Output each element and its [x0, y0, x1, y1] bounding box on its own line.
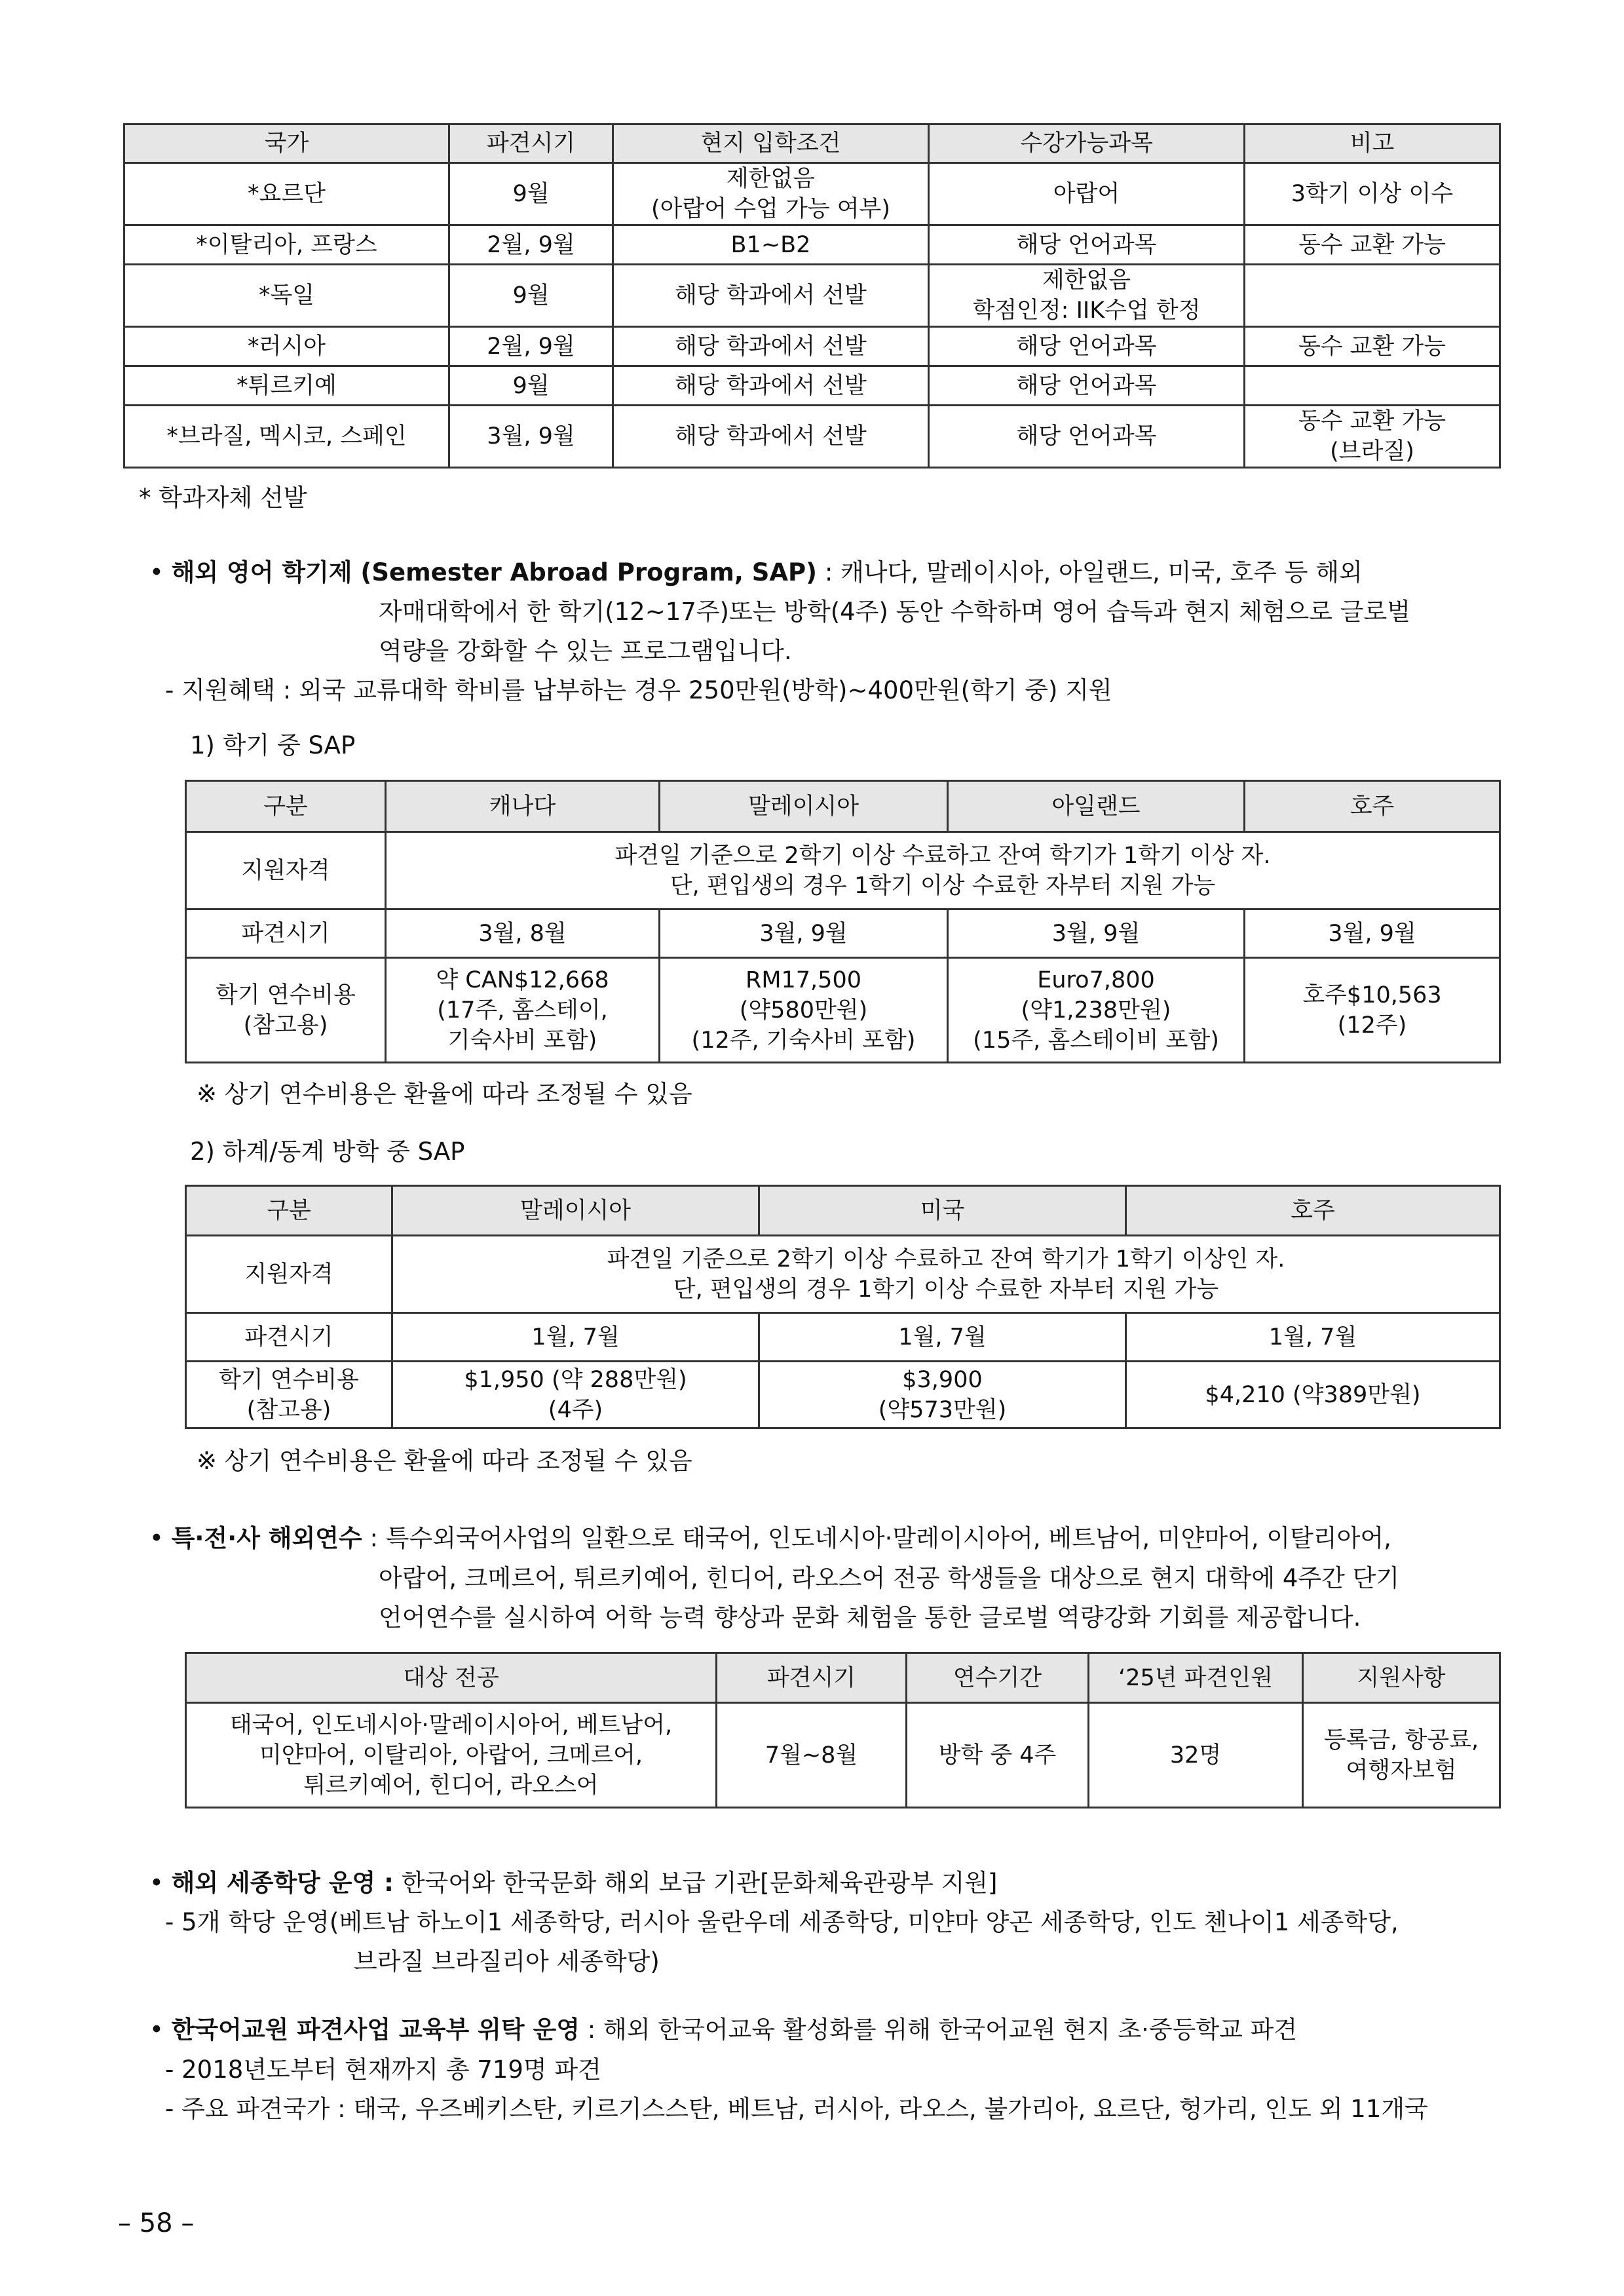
table-cell: *이탈리아, 프랑스 — [124, 225, 449, 265]
table-cell: 해당 학과에서 선발 — [613, 406, 929, 468]
sap-subheading-2: 2) 하계/동계 방학 중 SAP — [190, 1138, 465, 1166]
table-cell: 해당 학과에서 선발 — [613, 265, 929, 327]
table-cell: *튀르키예 — [124, 366, 449, 406]
table-cell: *러시아 — [124, 327, 449, 366]
sejong-title: 해외 세종학당 운영 : — [171, 1869, 394, 1897]
table-cell: 2월, 9월 — [449, 327, 613, 366]
special-desc-2: 아랍어, 크메르어, 튀르키예어, 힌디어, 라오스어 전공 학생들을 대상으로 현지 대학에 4주간 단기 — [379, 1564, 1400, 1592]
table-footnote: * 학과자체 선발 — [139, 484, 307, 512]
table-cell: 호주$10,563 (12주) — [1245, 958, 1500, 1063]
col-header-major: 대상 전공 — [186, 1653, 717, 1703]
col-header-australia: 호주 — [1245, 781, 1500, 832]
col-header-country: 국가 — [124, 124, 449, 163]
table-cell: *독일 — [124, 265, 449, 327]
table-cell: 해당 언어과목 — [929, 327, 1245, 366]
col-header-remarks: 비고 — [1245, 124, 1500, 163]
table-cell: 1월, 7월 — [759, 1313, 1126, 1362]
col-header-duration: 연수기간 — [907, 1653, 1089, 1703]
table-cell: 3학기 이상 이수 — [1245, 163, 1500, 225]
teacher-title: 한국어교원 파견사업 교육부 위탁 운영 — [171, 2016, 580, 2044]
table-row — [186, 832, 1500, 909]
table-header-row — [124, 124, 1500, 163]
table-cell: 방학 중 4주 — [907, 1703, 1089, 1808]
table-cell: $3,900 (약573만원) — [759, 1362, 1126, 1428]
table-cell: B1~B2 — [613, 225, 929, 265]
table-cell: 해당 언어과목 — [929, 406, 1245, 468]
row-label-period: 파견시기 — [186, 909, 386, 958]
sap-intro — [149, 556, 1363, 589]
col-header-headcount: ‘25년 파견인원 — [1089, 1653, 1303, 1703]
table-cell: 7월~8월 — [717, 1703, 907, 1808]
table-cell: RM17,500 (약580만원) (12주, 기숙사비 포함) — [660, 958, 948, 1063]
sap-benefit: - 지원혜택 : 외국 교류대학 학비를 납부하는 경우 250만원(방학)~400만원(학기 중) 지원 — [165, 676, 1112, 704]
bullet-icon: • — [149, 1524, 172, 1552]
table-cell: 아랍어 — [929, 163, 1245, 225]
table-cell: 32명 — [1089, 1703, 1303, 1808]
table-row — [124, 366, 1500, 406]
table-cell: 등록금, 항공료, 여행자보험 — [1303, 1703, 1500, 1808]
table-cell: 해당 언어과목 — [929, 225, 1245, 265]
sejong-item-1: - 5개 학당 운영(베트남 하노이1 세종학당, 러시아 울란우데 세종학당, 미얀마 양곤 세종학당, 인도 첸나이1 세종학당, — [165, 1908, 1399, 1936]
table-row — [124, 163, 1500, 225]
table-cell: 3월, 9월 — [1245, 909, 1500, 958]
row-label-period: 파견시기 — [186, 1313, 392, 1362]
sejong-desc: 한국어와 한국문화 해외 보급 기관[문화체육관광부 지원] — [393, 1869, 998, 1897]
qualification-cell: 파견일 기준으로 2학기 이상 수료하고 잔여 학기가 1학기 이상인 자. 단, 편입생의 경우 1학기 이상 수료한 자부터 지원 가능 — [392, 1236, 1500, 1313]
table-row — [124, 265, 1500, 327]
table-cell — [1245, 265, 1500, 327]
table-cell: *브라질, 멕시코, 스페인 — [124, 406, 449, 468]
table-cell: 제한없음 (아랍어 수업 가능 여부) — [613, 163, 929, 225]
table-row — [186, 958, 1500, 1063]
table-row — [186, 909, 1500, 958]
table-cell: 태국어, 인도네시아·말레이시아어, 베트남어, 미얀마어, 이탈리아, 아랍어, 크메르어, 튀르키예어, 힌디어, 라오스어 — [186, 1703, 717, 1808]
col-header-category: 구분 — [186, 781, 386, 832]
page-number: – 58 – — [118, 2208, 195, 2238]
sap-vacation-table — [185, 1185, 1501, 1429]
special-desc-1: : 특수외국어사업의 일환으로 태국어, 인도네시아·말레이시아어, 베트남어, 미얀마어, 이탈리아어, — [362, 1524, 1391, 1552]
country-dispatch-table — [123, 123, 1501, 469]
special-title: 특·전·사 해외연수 — [171, 1524, 362, 1552]
table-row — [186, 1703, 1500, 1808]
sap-note-2: ※ 상기 연수비용은 환율에 따라 조정될 수 있음 — [197, 1447, 692, 1475]
table-cell: 1월, 7월 — [392, 1313, 759, 1362]
table-cell: 해당 언어과목 — [929, 366, 1245, 406]
row-label-qualification: 지원자격 — [186, 832, 386, 909]
sejong-intro — [149, 1867, 998, 1900]
table-header-row — [186, 1186, 1500, 1236]
table-row — [186, 1313, 1500, 1362]
col-header-australia: 호주 — [1126, 1186, 1500, 1236]
col-header-period: 파견시기 — [717, 1653, 907, 1703]
table-cell: 3월, 9월 — [449, 406, 613, 468]
table-cell: 제한없음 학점인정: IIK수업 한정 — [929, 265, 1245, 327]
table-cell: 9월 — [449, 265, 613, 327]
table-row — [124, 225, 1500, 265]
table-row — [186, 1236, 1500, 1313]
teacher-intro — [149, 2014, 1297, 2046]
sejong-item-2: 브라질 브라질리아 세종학당) — [354, 1947, 660, 1976]
table-cell: 동수 교환 가능 (브라질) — [1245, 406, 1500, 468]
sap-desc-3: 역량을 강화할 수 있는 프로그램입니다. — [379, 637, 792, 665]
sap-desc-1: : 캐나다, 말레이시아, 아일랜드, 미국, 호주 등 해외 — [817, 558, 1363, 586]
col-header-malaysia: 말레이시아 — [392, 1186, 759, 1236]
col-header-courses: 수강가능과목 — [929, 124, 1245, 163]
table-cell: 해당 학과에서 선발 — [613, 366, 929, 406]
row-label-cost: 학기 연수비용 (참고용) — [186, 1362, 392, 1428]
row-label-qualification: 지원자격 — [186, 1236, 392, 1313]
bullet-icon: • — [149, 2016, 172, 2044]
col-header-support: 지원사항 — [1303, 1653, 1500, 1703]
table-cell: 동수 교환 가능 — [1245, 225, 1500, 265]
col-header-canada: 캐나다 — [386, 781, 660, 832]
table-cell: *요르단 — [124, 163, 449, 225]
table-header-row — [186, 1653, 1500, 1703]
sap-note-1: ※ 상기 연수비용은 환율에 따라 조정될 수 있음 — [197, 1080, 692, 1108]
table-row — [124, 406, 1500, 468]
table-cell: 약 CAN$12,668 (17주, 홈스테이, 기숙사비 포함) — [386, 958, 660, 1063]
col-header-malaysia: 말레이시아 — [660, 781, 948, 832]
sap-desc-2: 자매대학에서 한 학기(12~17주)또는 방학(4주) 동안 수학하며 영어 습득과 현지 체험으로 글로벌 — [379, 598, 1411, 626]
bullet-icon: • — [149, 1869, 172, 1897]
table-cell: 3월, 8월 — [386, 909, 660, 958]
col-header-ireland: 아일랜드 — [948, 781, 1245, 832]
table-cell: 2월, 9월 — [449, 225, 613, 265]
teacher-item-1: - 2018년도부터 현재까지 총 719명 파견 — [165, 2056, 601, 2084]
table-row — [186, 1362, 1500, 1428]
table-cell: 동수 교환 가능 — [1245, 327, 1500, 366]
table-cell: 9월 — [449, 366, 613, 406]
table-header-row — [186, 781, 1500, 832]
row-label-cost: 학기 연수비용 (참고용) — [186, 958, 386, 1063]
bullet-icon: • — [149, 558, 172, 586]
qualification-cell: 파견일 기준으로 2학기 이상 수료하고 잔여 학기가 1학기 이상 자. 단, 편입생의 경우 1학기 이상 수료한 자부터 지원 가능 — [386, 832, 1500, 909]
table-cell: 해당 학과에서 선발 — [613, 327, 929, 366]
special-program-table — [185, 1652, 1501, 1808]
col-header-period: 파견시기 — [449, 124, 613, 163]
table-cell: 1월, 7월 — [1126, 1313, 1500, 1362]
col-header-usa: 미국 — [759, 1186, 1126, 1236]
special-desc-3: 언어연수를 실시하여 어학 능력 향상과 문화 체험을 통한 글로벌 역량강화 기회를 제공합니다. — [379, 1603, 1361, 1632]
sap-semester-table — [185, 780, 1501, 1063]
col-header-admission: 현지 입학조건 — [613, 124, 929, 163]
sap-subheading-1: 1) 학기 중 SAP — [190, 731, 356, 759]
teacher-desc: : 해외 한국어교육 활성화를 위해 한국어교원 현지 초·중등학교 파견 — [580, 2016, 1298, 2044]
table-row — [124, 327, 1500, 366]
special-intro — [149, 1522, 1391, 1555]
table-cell: 3월, 9월 — [948, 909, 1245, 958]
table-cell: Euro7,800 (약1,238만원) (15주, 홈스테이비 포함) — [948, 958, 1245, 1063]
table-cell: $1,950 (약 288만원) (4주) — [392, 1362, 759, 1428]
sap-title: 해외 영어 학기제 (Semester Abroad Program, SAP) — [171, 558, 818, 586]
teacher-item-2: - 주요 파견국가 : 태국, 우즈베키스탄, 키르기스스탄, 베트남, 러시아, 라오스, 불가리아, 요르단, 헝가리, 인도 외 11개국 — [165, 2095, 1428, 2123]
table-cell — [1245, 366, 1500, 406]
table-cell: 3월, 9월 — [660, 909, 948, 958]
table-cell: 9월 — [449, 163, 613, 225]
col-header-category: 구분 — [186, 1186, 392, 1236]
table-cell: $4,210 (약389만원) — [1126, 1362, 1500, 1428]
